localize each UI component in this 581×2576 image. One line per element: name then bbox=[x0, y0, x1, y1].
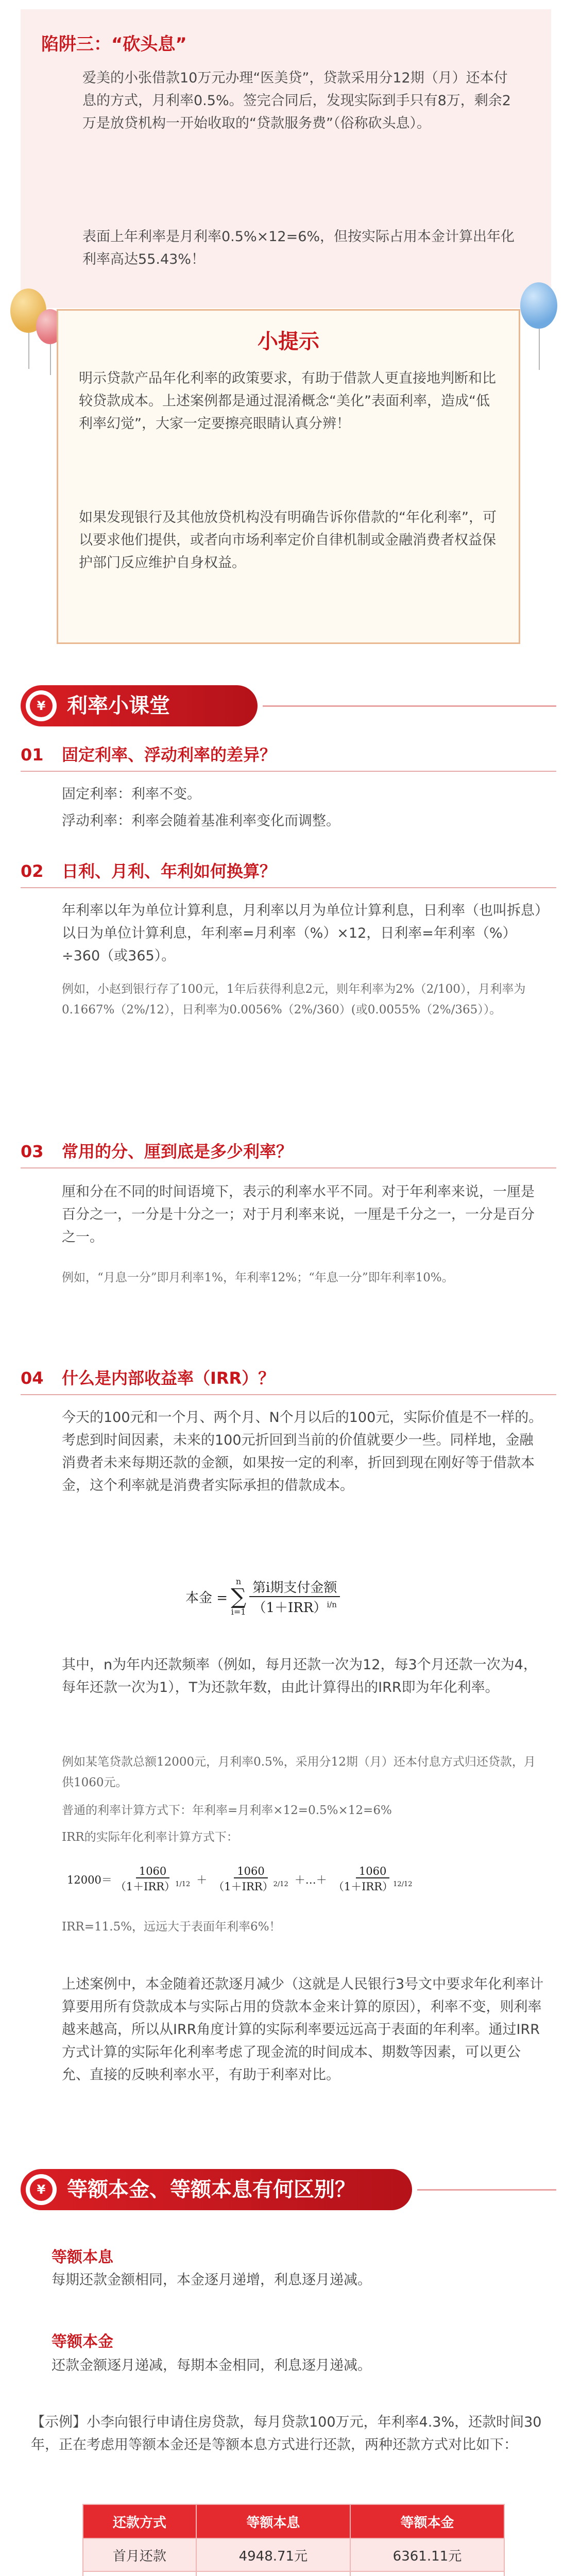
irr-term-1-exponent: 1/12 bbox=[175, 1880, 191, 1888]
irr-term-2-numerator: 1060 bbox=[234, 1865, 267, 1878]
q4-example-1: 例如某笔贷款总额12000元，月利率0.5%，采用分12期（月）还本付息方式归还贷款，月供1060元。 bbox=[62, 1755, 536, 1789]
q4-title: 什么是内部收益率（IRR）？ bbox=[62, 1368, 275, 1388]
banner-title: 利率小课堂 bbox=[67, 694, 170, 718]
banner-interest-class bbox=[21, 685, 561, 726]
tips-box bbox=[57, 309, 520, 644]
table-cell bbox=[196, 2571, 350, 2576]
q2-text: 年利率以年为单位计算利息，月利率以月为单位计算利息，日利率（也叫拆息）以日为单位计算利息，年利率=月利率（%）×12，日利率=年利率（%）÷360（或365）。 bbox=[62, 903, 542, 964]
irr-term-12-base: （1＋IRR） bbox=[333, 1880, 394, 1893]
irr-plus: ＋ bbox=[196, 1874, 208, 1886]
irr-formula bbox=[67, 1865, 416, 1894]
npv-formula bbox=[185, 1577, 340, 1617]
table-header-row bbox=[83, 2504, 504, 2538]
irr-term-2 bbox=[210, 1865, 291, 1894]
q1-line-1: 固定利率：利率不变。 bbox=[62, 786, 201, 802]
q1-number: 01 bbox=[21, 745, 44, 765]
table-cell: 首月还款 bbox=[83, 2538, 196, 2571]
divider bbox=[21, 1394, 556, 1395]
q1-heading bbox=[21, 742, 276, 766]
q1-title: 固定利率、浮动利率的差异？ bbox=[62, 745, 277, 765]
table-header: 还款方式 bbox=[83, 2504, 196, 2538]
irr-term-12-exponent: 12/12 bbox=[393, 1880, 413, 1888]
balloon-string bbox=[539, 329, 540, 370]
equal-principal-heading: 等额本金 bbox=[52, 2333, 113, 2351]
divider bbox=[21, 887, 556, 888]
banner-divider bbox=[417, 2189, 556, 2191]
trap-paragraph-2: 表面上年利率是月利率0.5%×12=6%，但按实际占用本金计算出年化利率高达55.43%！ bbox=[82, 229, 515, 267]
trap-title: 陷阱三：“砍头息” bbox=[41, 34, 187, 55]
q2-heading bbox=[21, 858, 276, 882]
q4-example-2: 普通的利率计算方式下：年利率=月利率×12=0.5%×12=6% bbox=[62, 1804, 392, 1817]
q4-text-3: 上述案例中，本金随着还款逐月减少（这就是人民银行3号文中要求年化利率计算要用所有贷款成本与实际占用的贷款本金来计算的原因），利率不变，则利率越来越高，所以从IRR角度计算的实际利率要远远高于表面的年利率。通过IRR方式计算的实际年化利率考虑了现金流的时间成本、期数等因素，可以更公允、直接的反映利率水平，有助于利率对比。 bbox=[62, 1976, 544, 2083]
money-icon: ¥ bbox=[26, 2174, 57, 2205]
banner-pill bbox=[21, 685, 258, 726]
q4-text-1: 今天的100元和一个月、两个月、N个月以后的100元，实际价值是不一样的。考虑到时间因素，未来的100元折回到当前的价值就要少一些。同样地，金融消费者未来每期还款的金额，如果按一定的利率，折回到现在刚好等于借款本金，这个利率就是消费者实际承担的借款成本。 bbox=[62, 1410, 543, 1494]
irr-term-1-base: （1＋IRR） bbox=[115, 1880, 176, 1893]
balloon-icon bbox=[520, 282, 557, 329]
formula-exponent: i/n bbox=[327, 1600, 337, 1609]
q2-number: 02 bbox=[21, 861, 44, 881]
q3-text: 厘和分在不同的时间语境下，表示的利率水平不同。对于年利率来说，一厘是百分之一，一分是十分之一；对于月利率来说，一厘是千分之一，一分是百分之一。 bbox=[62, 1184, 535, 1245]
formula-principal-label: 本金 = bbox=[185, 1590, 228, 1606]
money-icon: ¥ bbox=[26, 690, 57, 721]
table-row bbox=[83, 2538, 504, 2571]
irr-term-1 bbox=[112, 1865, 193, 1894]
formula-fraction bbox=[249, 1577, 340, 1616]
irr-term-1-denominator bbox=[112, 1878, 193, 1894]
repayment-table bbox=[82, 2504, 505, 2576]
q4-number: 04 bbox=[21, 1368, 44, 1388]
tips-paragraph-2: 如果发现银行及其他放贷机构没有明确告诉你借款的“年化利率”，可以要求他们提供，或者向市场利率定价自律机制或金融消费者权益保护部门反应维护自身权益。 bbox=[79, 510, 497, 571]
divider bbox=[21, 1167, 556, 1168]
irr-term-2-denominator bbox=[210, 1878, 291, 1894]
q4-text-2: 其中，n为年内还款频率（例如，每月还款一次为12，每3个月还款一次为4，每年还款一次为1），T为还款年数，由此计算得出的IRR即为年化利率。 bbox=[62, 1657, 537, 1696]
banner-repayment bbox=[21, 2169, 561, 2210]
irr-principal: 12000＝ bbox=[67, 1874, 112, 1886]
q1-line-2: 浮动利率：利率会随着基准利率变化而调整。 bbox=[62, 813, 340, 829]
banner-pill bbox=[21, 2169, 412, 2210]
table-row bbox=[83, 2571, 504, 2576]
irr-term-2-base: （1＋IRR） bbox=[213, 1880, 274, 1893]
equal-installment-heading: 等额本息 bbox=[52, 2248, 113, 2266]
irr-term-2-exponent: 2/12 bbox=[273, 1880, 288, 1888]
irr-ellipsis: ＋…＋ bbox=[294, 1874, 327, 1886]
banner-divider bbox=[263, 705, 556, 707]
tips-title: 小提示 bbox=[258, 330, 319, 353]
banner-title: 等额本金、等额本息有何区别？ bbox=[67, 2178, 355, 2201]
sum-lower-bound: i=1 bbox=[231, 1607, 246, 1617]
q3-title: 常用的分、厘到底是多少利率？ bbox=[62, 1142, 293, 1161]
q2-title: 日利、月利、年利如何换算？ bbox=[62, 861, 277, 881]
sum-upper-bound: n bbox=[235, 1577, 242, 1586]
q3-heading bbox=[21, 1139, 293, 1162]
table-cell bbox=[350, 2571, 504, 2576]
sum-symbol bbox=[231, 1577, 246, 1617]
trap-card bbox=[21, 9, 551, 308]
q4-example-3: IRR的实际年化利率计算方式下： bbox=[62, 1831, 238, 1844]
repayment-example: 【示例】小李向银行申请住房贷款，每月贷款100万元，年利率4.3%，还款时间30年，正在考虑用等额本金还是等额本息方式进行还款，两种还款方式对比如下： bbox=[31, 2414, 542, 2453]
irr-term-12-numerator: 1060 bbox=[356, 1865, 389, 1878]
irr-term-12-denominator bbox=[330, 1878, 416, 1894]
q3-number: 03 bbox=[21, 1142, 44, 1161]
q3-example: 例如，“月息一分”即月利率1%，年利率12%；“年息一分”即年利率10%。 bbox=[62, 1271, 454, 1284]
table-cell: 6361.11元 bbox=[350, 2538, 504, 2571]
equal-installment-text: 每期还款金额相同，本金逐月递增，利息逐月递减。 bbox=[52, 2272, 371, 2288]
q4-example-4: IRR=11.5%，远远大于表面年利率6%！ bbox=[62, 1920, 281, 1934]
formula-numerator: 第i期支付金额 bbox=[249, 1577, 340, 1597]
q2-example: 例如，小赵到银行存了100元，1年后获得利息2元，则年利率为2%（2/100），月利率为0.1667%（2%/12），日利率为0.0056%（2%/360）(或0.0055%（2%/365））。 bbox=[62, 982, 526, 1016]
q4-heading bbox=[21, 1365, 275, 1389]
sigma-icon: ∑ bbox=[231, 1584, 247, 1609]
irr-term-12 bbox=[330, 1865, 416, 1894]
table-cell: 4948.71元 bbox=[196, 2538, 350, 2571]
table-header: 等额本息 bbox=[196, 2504, 350, 2538]
table-cell bbox=[83, 2571, 196, 2576]
formula-denominator bbox=[249, 1597, 339, 1616]
balloon-string bbox=[28, 333, 29, 369]
divider bbox=[21, 771, 556, 772]
tips-paragraph-1: 明示贷款产品年化利率的政策要求，有助于借款人更直接地判断和比较贷款成本。上述案例都是通过混淆概念“美化”表面利率，造成“低利率幻觉”，大家一定要擦亮眼睛认真分辨！ bbox=[79, 370, 496, 432]
trap-paragraph-1: 爱美的小张借款10万元办理“医美贷”，贷款采用分12期（月）还本付息的方式，月利率0.5%。签完合同后，发现实际到手只有8万，剩余2万是放贷机构一开始收取的“贷款服务费”（俗称砍头息）。 bbox=[82, 70, 511, 131]
table-header: 等额本金 bbox=[350, 2504, 504, 2538]
balloon-string bbox=[50, 344, 51, 375]
formula-denominator-base: （1＋IRR） bbox=[252, 1600, 327, 1616]
equal-principal-text: 还款金额逐月递减，每期本金相同，利息逐月递减。 bbox=[52, 2358, 371, 2374]
irr-term-1-numerator: 1060 bbox=[136, 1865, 169, 1878]
